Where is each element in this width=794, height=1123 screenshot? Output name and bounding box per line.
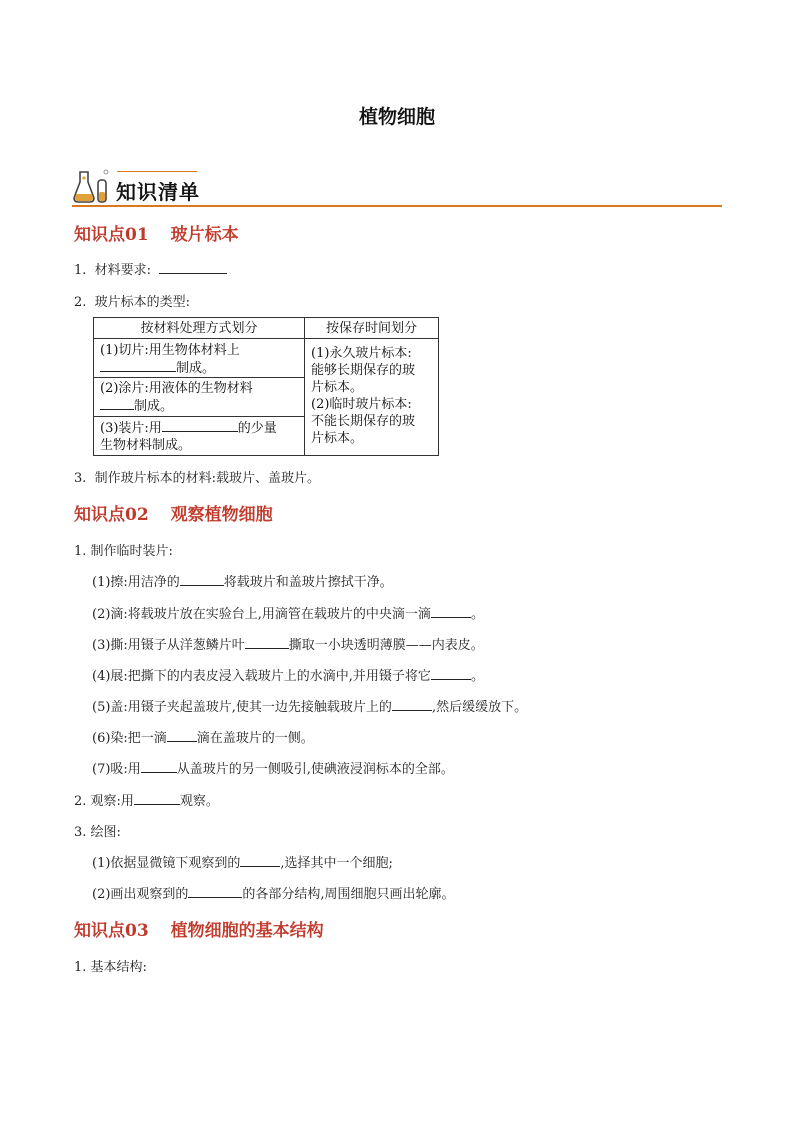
answer-blank[interactable]: [100, 359, 176, 372]
slide-types-table: [93, 317, 439, 456]
section-header: [72, 164, 722, 208]
answer-blank[interactable]: [167, 729, 197, 742]
item-text: 材料要求:: [94, 263, 152, 278]
answer-blank[interactable]: [245, 636, 289, 649]
section-label: 知识清单: [116, 180, 200, 204]
header-rule-bottom: [72, 205, 722, 207]
answer-blank[interactable]: [188, 885, 242, 898]
step-drip: (2)滴:将载玻片放在实验台上,用滴管在载玻片的中央滴一滴 。: [92, 607, 484, 622]
item-text: 玻片标本的类型:: [94, 295, 191, 310]
answer-blank[interactable]: [431, 667, 471, 680]
draw-step-1: (1)依据显微镜下观察到的 ,选择其中一个细胞;: [92, 856, 393, 871]
kp1-item-3: [74, 467, 320, 486]
draw-step-2: (2)画出观察到的 的各部分结构,周围细胞只画出轮廓。: [92, 887, 455, 902]
step-cover: (5)盖:用镊子夹起盖玻片,使其一边先接触载玻片上的 ,然后缓缓放下。: [92, 700, 528, 715]
kp1-item-2: [74, 291, 190, 310]
kp2-item-2: 2. 观察:用 观察。: [74, 794, 219, 809]
answer-blank[interactable]: [159, 261, 227, 274]
kp2-item-3: 3. 绘图:: [74, 825, 121, 840]
item-number: 2.: [74, 295, 87, 310]
answer-blank[interactable]: [100, 397, 134, 410]
knowledge-point-3-heading: [74, 916, 324, 941]
answer-blank[interactable]: [180, 573, 224, 586]
answer-blank[interactable]: [141, 760, 177, 773]
kp-title: 观察植物细胞: [170, 505, 273, 525]
table-right-column: (1)永久玻片标本: 能够长期保存的玻 片标本。 (2)临时玻片标本: 不能长期保存的玻 片标本。: [305, 339, 439, 456]
table-cell-slice: (1)切片:用生物体材料上 制成。: [100, 343, 240, 376]
step-stain: (6)染:把一滴 滴在盖玻片的一侧。: [92, 731, 314, 746]
kp3-item-1: 1. 基本结构:: [74, 960, 147, 975]
page-title: 植物细胞: [358, 106, 435, 128]
knowledge-point-1-heading: [74, 220, 239, 245]
table-left-column: [94, 339, 305, 456]
answer-blank[interactable]: [240, 854, 280, 867]
step-spread: (4)展:把撕下的内表皮浸入载玻片上的水滴中,并用镊子将它 。: [92, 669, 484, 684]
answer-blank[interactable]: [392, 698, 432, 711]
kp-title: 玻片标本: [170, 225, 239, 245]
step-absorb: (7)吸:用 从盖玻片的另一侧吸引,使碘液浸润标本的全部。: [92, 762, 454, 777]
answer-blank[interactable]: [162, 419, 238, 432]
kp-number: 知识点01: [74, 225, 149, 245]
item-number: 3.: [74, 471, 87, 486]
item-number: 1.: [74, 263, 87, 278]
kp1-item-1: [74, 259, 227, 278]
header-rule-top: [117, 171, 197, 172]
kp-title: 植物细胞的基本结构: [170, 921, 324, 941]
answer-blank[interactable]: [134, 792, 180, 805]
table-header-left: 按材料处理方式划分: [94, 318, 305, 339]
table-cell-smear: (2)涂片:用液体的生物材料 制成。: [94, 377, 304, 416]
kp-number: 知识点03: [74, 921, 149, 941]
table-cell-mount: (3)装片:用 的少量 生物材料制成。: [94, 416, 304, 455]
answer-blank[interactable]: [431, 605, 471, 618]
step-tear: (3)撕:用镊子从洋葱鳞片叶 撕取一小块透明薄膜——内表皮。: [92, 638, 484, 653]
step-wipe: (1)擦:用洁净的 将载玻片和盖玻片擦拭干净。: [92, 575, 393, 590]
flask-icon: [72, 168, 112, 204]
kp2-item-1: 1. 制作临时装片:: [74, 544, 173, 559]
knowledge-point-2-heading: [74, 500, 273, 525]
table-header-right: 按保存时间划分: [305, 318, 439, 339]
item-text: 制作玻片标本的材料:载玻片、盖玻片。: [94, 471, 321, 486]
kp-number: 知识点02: [74, 505, 149, 525]
